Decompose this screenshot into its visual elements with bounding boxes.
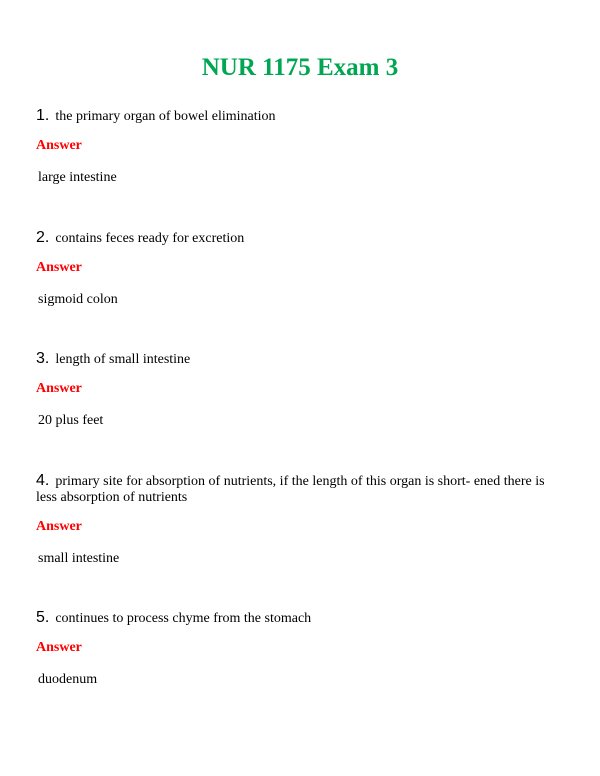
question-number: 2. — [36, 229, 50, 246]
document-title: NUR 1175 Exam 3 — [201, 54, 399, 81]
answer-label: Answer — [36, 640, 82, 655]
question-block-3 — [36, 351, 566, 429]
answer-label: Answer — [36, 519, 82, 534]
question-number: 5. — [36, 609, 50, 626]
question — [36, 351, 566, 368]
answer-text: sigmoid colon — [38, 292, 118, 307]
question — [36, 230, 566, 247]
question-text: contains feces ready for excretion — [55, 231, 245, 246]
question-number: 3. — [36, 350, 50, 367]
question-number: 4. — [36, 472, 50, 489]
answer-text: duodenum — [38, 672, 98, 687]
answer-label: Answer — [36, 381, 82, 396]
question-block-5 — [36, 610, 566, 688]
question-block-4 — [36, 473, 566, 567]
question-block-2 — [36, 230, 566, 308]
question-text: continues to process chyme from the stomach — [55, 611, 312, 626]
question-text: the primary organ of bowel elimination — [55, 109, 276, 124]
question-block-1 — [36, 108, 566, 186]
answer-text: large intestine — [38, 170, 117, 185]
question — [36, 473, 566, 506]
answer-label: Answer — [36, 138, 82, 153]
question — [36, 108, 566, 125]
question-number: 1. — [36, 107, 50, 124]
answer-label: Answer — [36, 260, 82, 275]
answer-text: 20 plus feet — [38, 413, 104, 428]
question — [36, 610, 566, 627]
question-text: length of small intestine — [55, 352, 191, 367]
answer-text: small intestine — [38, 551, 120, 566]
question-text: primary site for absorption of nutrients, if the length of this organ is short- ened there is less absorption of nutrients — [36, 474, 545, 505]
